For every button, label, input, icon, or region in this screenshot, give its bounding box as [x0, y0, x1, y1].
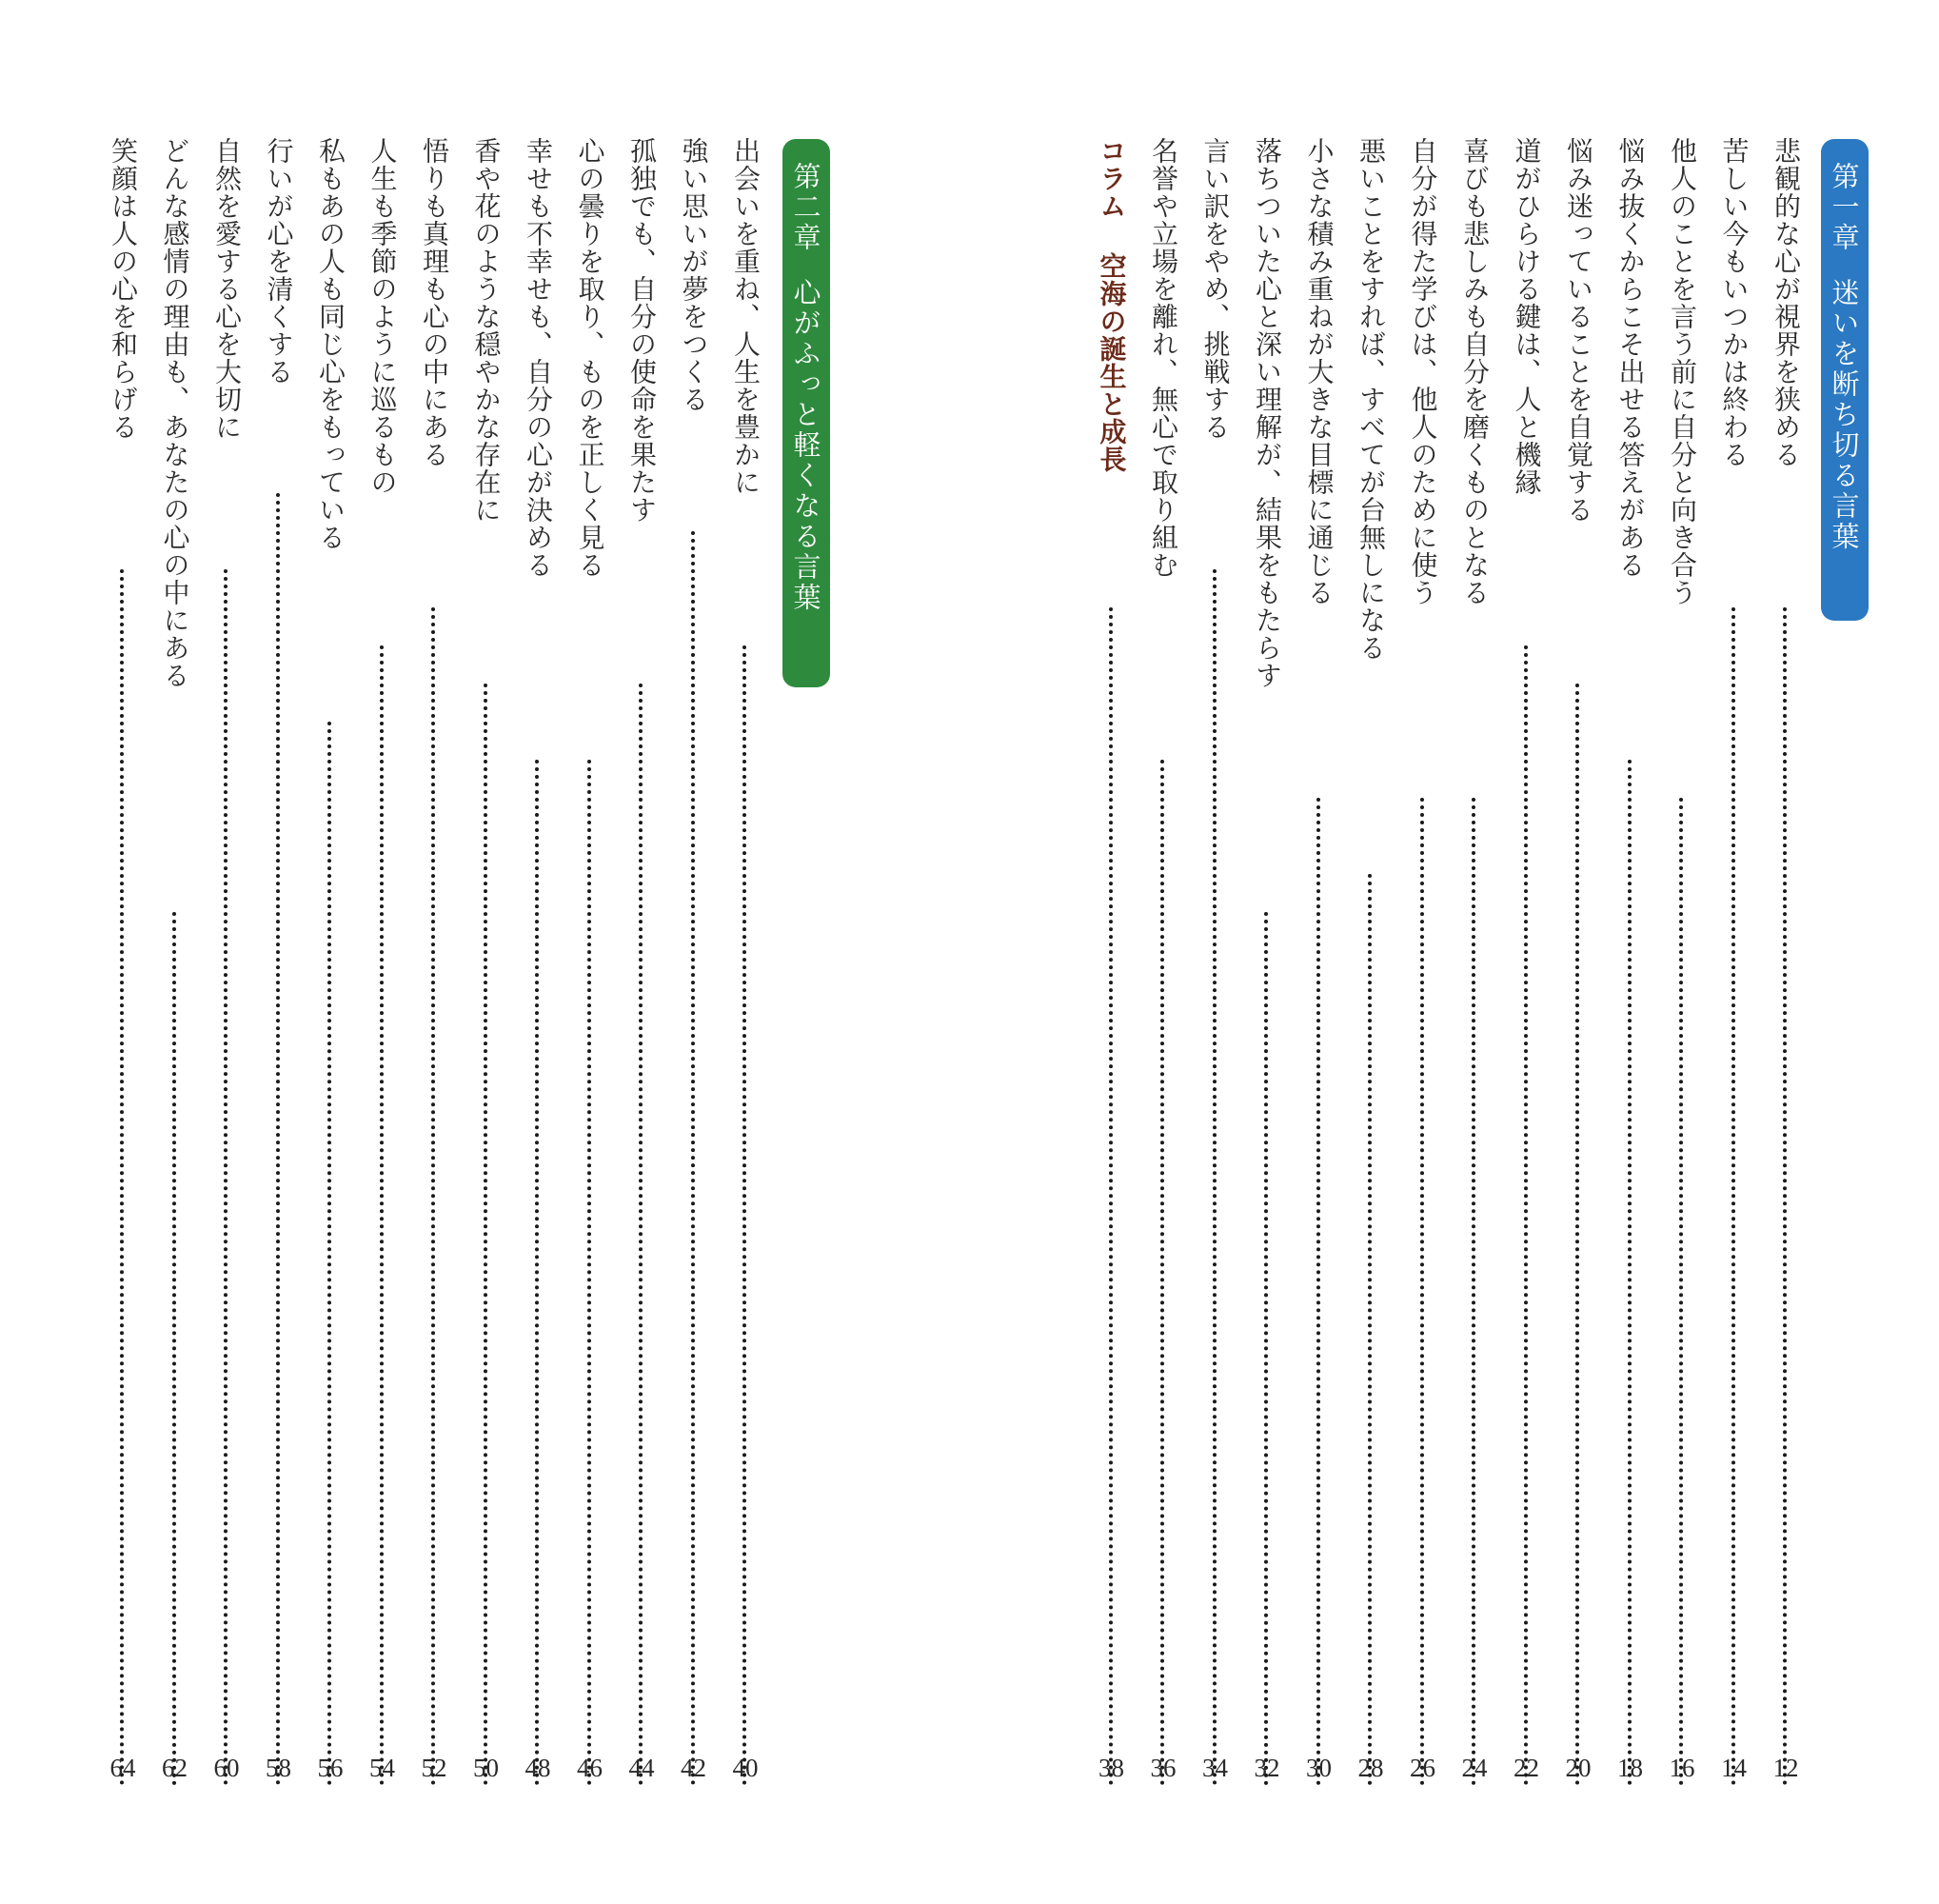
toc-entry[interactable]: [1352, 137, 1390, 1786]
toc-page-number: 28: [1357, 1754, 1384, 1782]
toc-entry[interactable]: [571, 137, 609, 1786]
dotted-leader: [380, 645, 384, 1786]
dotted-leader: [224, 569, 228, 1786]
dotted-leader: [1213, 569, 1217, 1786]
toc-entry-title: 言い訳をやめ、挑戦する: [1199, 137, 1232, 441]
chapter-1-number: 第一章: [1828, 162, 1861, 253]
toc-page-number: 54: [369, 1754, 395, 1782]
toc-entry-title: 笑顔は人の心を和らげる: [108, 137, 139, 441]
toc-entry-title: 悪いことをすれば、すべてが台無しになる: [1355, 137, 1387, 662]
toc-entry[interactable]: [1300, 137, 1338, 1786]
toc-entry[interactable]: [1197, 137, 1235, 1786]
toc-entry-title: 心の曇りを取り、ものを正しく見る: [574, 137, 606, 579]
dotted-leader: [1264, 912, 1268, 1786]
dotted-leader: [1628, 760, 1632, 1786]
dotted-leader: [172, 912, 176, 1786]
chapter-2-heading: [782, 139, 830, 687]
toc-entry[interactable]: [467, 137, 505, 1786]
toc-page-number: 40: [732, 1754, 759, 1782]
toc-entry-title: 道がひらける鍵は、人と機縁: [1511, 137, 1543, 496]
toc-page-number: 20: [1565, 1754, 1592, 1782]
toc-entry-title: 行いが心を清くする: [263, 137, 295, 386]
toc-page-number: 24: [1461, 1754, 1488, 1782]
dotted-leader: [1160, 760, 1164, 1786]
dotted-leader: [639, 684, 643, 1786]
dotted-leader: [1731, 607, 1735, 1786]
toc-page-number: 62: [162, 1754, 188, 1782]
toc-entry[interactable]: [675, 137, 713, 1786]
dotted-leader: [327, 722, 331, 1786]
toc-page-number: 18: [1617, 1754, 1643, 1782]
toc-column-title: コラム 空海の誕生と成長: [1096, 137, 1128, 473]
toc-page-chapter-1: [980, 0, 1939, 1904]
toc-entry[interactable]: [1559, 137, 1597, 1786]
chapter-2-title: 心がふっと軽くなる言葉: [789, 278, 822, 613]
toc-page-chapter-2: [0, 0, 959, 1904]
toc-entry-title: 私もあの人も同じ心をもっている: [315, 137, 346, 551]
toc-entry[interactable]: [364, 137, 402, 1786]
toc-page-number: 36: [1150, 1754, 1177, 1782]
toc-entry-title: 名誉や立場を離れ、無心で取り組む: [1148, 137, 1179, 579]
toc-entry[interactable]: [1404, 137, 1442, 1786]
toc-entry[interactable]: [415, 137, 453, 1786]
dotted-leader: [535, 760, 539, 1786]
toc-page-number: 50: [473, 1754, 499, 1782]
toc-entry-title: 強い思いが夢をつくる: [678, 137, 710, 413]
dotted-leader: [742, 645, 746, 1786]
toc-entry[interactable]: [519, 137, 557, 1786]
toc-entry-title: 小さな積み重ねが大きな目標に通じる: [1303, 137, 1336, 606]
toc-page-number: 30: [1306, 1754, 1332, 1782]
toc-page-number: 42: [681, 1754, 706, 1782]
toc-entry[interactable]: [1767, 137, 1805, 1786]
toc-entry-title: 幸せも不幸せも、自分の心が決める: [523, 137, 554, 579]
dotted-leader: [587, 760, 591, 1786]
dotted-leader: [1109, 607, 1113, 1786]
toc-page-number: 22: [1514, 1754, 1539, 1782]
toc-entry-title: 出会いを重ね、人生を豊かに: [730, 137, 762, 496]
dotted-leader: [1783, 607, 1787, 1786]
toc-page-number: 26: [1410, 1754, 1435, 1782]
toc-page-number: 46: [577, 1754, 603, 1782]
chapter-1-heading: [1821, 139, 1869, 621]
toc-entry[interactable]: [726, 137, 764, 1786]
toc-page-number: 44: [628, 1754, 655, 1782]
toc-entry[interactable]: [623, 137, 661, 1786]
toc-entry-title: 自然を愛する心を大切に: [211, 137, 243, 441]
dotted-leader: [1524, 645, 1528, 1786]
toc-entry-title: 自分が得た学びは、他人のために使う: [1407, 137, 1439, 606]
toc-entry-title: 悟りも真理も心の中にある: [419, 137, 450, 468]
dotted-leader: [276, 493, 280, 1786]
toc-entry[interactable]: [104, 137, 142, 1786]
toc-page-number: 60: [213, 1754, 240, 1782]
toc-entry-title: 人生も季節のように巡るもの: [366, 137, 399, 496]
toc-page-number: 14: [1721, 1754, 1747, 1782]
toc-entry[interactable]: [156, 137, 194, 1786]
toc-entry-title: 苦しい今もいつかは終わる: [1718, 137, 1751, 468]
toc-page-number: 38: [1098, 1754, 1124, 1782]
toc-entry-title: 香や花のような穏やかな存在に: [470, 137, 503, 524]
dotted-leader: [1472, 798, 1475, 1786]
toc-entry[interactable]: [311, 137, 349, 1786]
toc-entry[interactable]: [1715, 137, 1753, 1786]
toc-page-number: 32: [1254, 1754, 1280, 1782]
dotted-leader: [691, 531, 695, 1786]
chapter-1-title: 迷いを断ち切る言葉: [1828, 278, 1861, 552]
dotted-leader: [1575, 684, 1579, 1786]
toc-entry-title: 孤独でも、自分の使命を果たす: [626, 137, 658, 524]
toc-entry[interactable]: [1455, 137, 1494, 1786]
dotted-leader: [484, 684, 487, 1786]
toc-page-number: 52: [421, 1754, 447, 1782]
toc-page-number: 34: [1202, 1754, 1228, 1782]
toc-page-number: 58: [266, 1754, 291, 1782]
toc-entry[interactable]: [1144, 137, 1182, 1786]
toc-page-number: 16: [1669, 1754, 1695, 1782]
toc-entry[interactable]: [208, 137, 246, 1786]
toc-entry-title: 喜びも悲しみも自分を磨くものとなる: [1459, 137, 1491, 606]
toc-entry[interactable]: [1612, 137, 1650, 1786]
toc-page-number: 56: [317, 1754, 344, 1782]
dotted-leader: [431, 607, 435, 1786]
toc-entry-title: 他人のことを言う前に自分と向き合う: [1667, 137, 1698, 606]
dotted-leader: [1679, 798, 1683, 1786]
toc-entry-title: 悲観的な心が視界を狭める: [1771, 137, 1802, 468]
toc-entry[interactable]: [1508, 137, 1546, 1786]
toc-column-entry[interactable]: [1093, 137, 1131, 1786]
toc-entry[interactable]: [260, 137, 298, 1786]
toc-entry[interactable]: [1248, 137, 1286, 1786]
dotted-leader: [1420, 798, 1424, 1786]
dotted-leader: [120, 569, 124, 1786]
dotted-leader: [1316, 798, 1320, 1786]
toc-page-number: 12: [1772, 1754, 1799, 1782]
toc-entry-title: 悩み迷っていることを自覚する: [1563, 137, 1594, 524]
toc-entry-title: 悩み抜くからこそ出せる答えがある: [1614, 137, 1647, 579]
toc-page-number: 48: [524, 1754, 551, 1782]
toc-entry-title: 落ちついた心と深い理解が、結果をもたらす: [1252, 137, 1283, 689]
toc-entry-title: どんな感情の理由も、あなたの心の中にある: [159, 137, 191, 689]
chapter-2-number: 第二章: [789, 162, 822, 253]
toc-entry[interactable]: [1663, 137, 1701, 1786]
dotted-leader: [1368, 874, 1372, 1786]
toc-page-number: 64: [109, 1754, 136, 1782]
